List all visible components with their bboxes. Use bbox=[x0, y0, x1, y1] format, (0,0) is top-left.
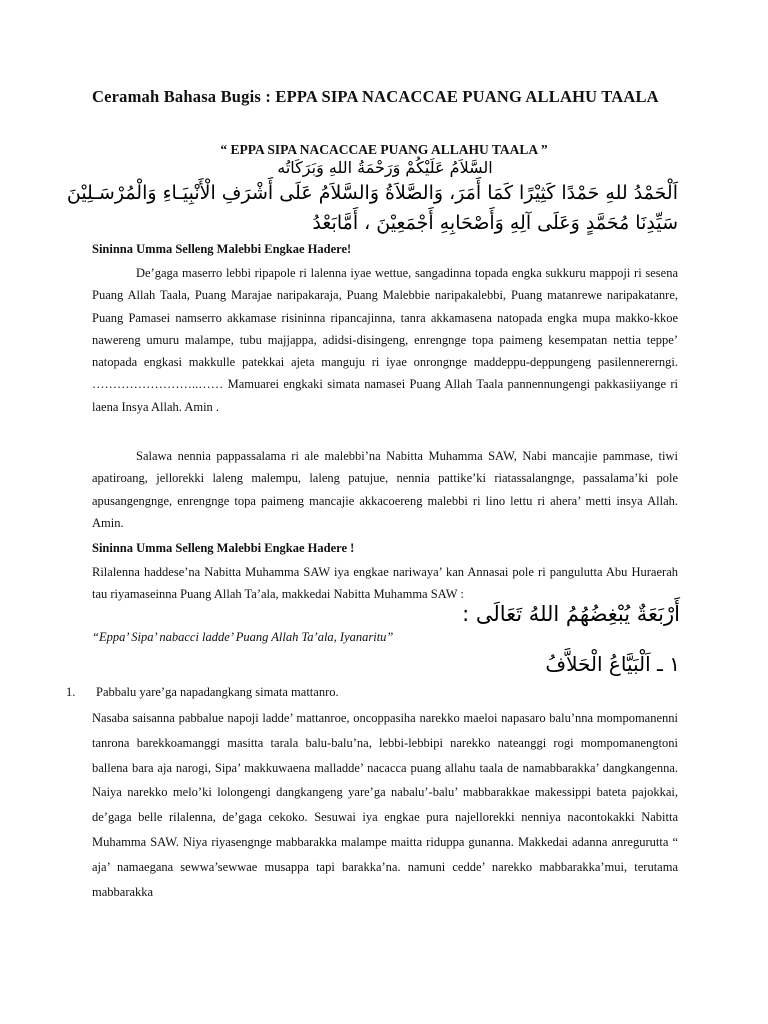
arabic-salam: السَّلاَمُ عَلَيْكُمْ وَرَحْمَةُ اللهِ وَبَرَكَاتُه bbox=[277, 158, 493, 177]
arabic-opening-line-2: سَيِّدِنَا مُحَمَّدٍ وَعَلَى آلِهِ وَأَصْحَابِهِ أَجْمَعِيْنَ ، أَمَّابَعْدُ bbox=[312, 212, 678, 234]
section-heading-1: Sininna Umma Selleng Malebbi Engkae Hadere! bbox=[92, 242, 352, 256]
arabic-list-item-1: ١ ـ اَلْبَيَّاعُ الْحَلاَّفُ bbox=[545, 652, 680, 676]
list-text: Pabbalu yare’ga napadangkang simata mattanro. bbox=[96, 685, 339, 699]
arabic-hadith: أَرْبَعَةٌ يُبْغِضُهُمُ اللهُ تَعَالَى : bbox=[462, 602, 680, 626]
arabic-opening-line-1: اَلْحَمْدُ للهِ حَمْدًا كَثِيْرًا كَمَا أَمَرَ، وَالصَّلاَةُ وَالسَّلاَمُ عَلَى أَشْرَفِ الْأَنْبِيَـاءِ وَالْمُرْسَـلِيْنَ bbox=[66, 182, 678, 204]
paragraph-4: Nasaba saisanna pabbalue napoji ladde’ mattanroe, oncoppasiha narekko maeloi napasaro balu’nna mompomanenni tanrona barekkoamanggi masitta tarala balu-balu’na, lebbi-lebbipi narekko nateanggi rogi mompomanengtoni ballena bara aja narogi, Sipa’ makkuwaena malladde’ nacacca puang allahu taala de namabbarakka’ dangkangenna. Naiya narekko melo’ki lolongengi dangkangeng yare’ga nabalu’-balu’ mabbarakkae makessippi bateta pajokkai, de’gaga belle rilalenna, de’gaga cekoko. Sesuwai iya engkae pura najellorekki nenniya nacontokakki Nabitta Muhamma SAW. Niya riyasengnge mabbarakka malampe maitta riduppa gunanna. Makkedai adanna anregurutta “ aja’ namaegana sewwa’sewwae musappa tapi barakka’na. namuni cedde’ narekko mabbarakka’mui, terutama mabbarakka bbox=[92, 711, 678, 899]
paragraph-3: Rilalenna haddese’na Nabitta Muhamma SAW iya engkae nariwaya’ kan Annasai pole ri pangulutta Abu Huraerah tau riyamaseinna Puang Allah Ta’ala, makkedai Nabitta Muhamma SAW : bbox=[92, 565, 678, 602]
list-item bbox=[66, 685, 339, 700]
paragraph-1 bbox=[92, 262, 678, 418]
section-heading-2: Sininna Umma Selleng Malebbi Engkae Hadere ! bbox=[92, 541, 355, 555]
document-subtitle: “ EPPA SIPA NACACCAE PUANG ALLAHU TAALA ” bbox=[220, 142, 548, 157]
document-title: Ceramah Bahasa Bugis : EPPA SIPA NACACCAE PUANG ALLAHU TAALA bbox=[92, 87, 659, 106]
list-number: 1. bbox=[66, 685, 76, 699]
paragraph-1-text: De’gaga maserro lebbi ripapole ri lalenna iyae wettue, sangadinna topada engka sukkuru mappoji ri sesena Puang Allah Taala, Puang Marajae naripakaraja, Puang Malebbie naripakalebbi, Puang matanrewe naripakatanre, Puang Pamasei namserro akkamase risininna ripancajinna, tanra akkamasena natopada engka mupa makko-kkoe nawereng umuru malampe, tubu majjappa, adidsi-disingeng, enrengnge topa paimeng kesempatan nettia teppe’ natopada engkasi makkulle patekkai ajeta manguju ri iyae onrongnge maddeppu-deppungeng pasilennererngi. ……………………..…… Mamuarei engkaki simata namasei Puang Allah Taala pannennungengi pakkasiiyange ri laena Insya Allah. Amin . bbox=[92, 266, 678, 414]
paragraph-2-text: Salawa nennia pappassalama ri ale malebbi’na Nabitta Muhamma SAW, Nabi mancajie pammase, tiwi apatiroang, jellorekki laleng malempu, laleng patujue, nennia pattike’ki riatassalangnge, passalama’ki pole apusangengnge, enrengnge topa paimeng mancajie akkacoereng malebbi ri lino lettu ri ahera’ metti insya Allah. Amin. bbox=[92, 449, 678, 530]
paragraph-2 bbox=[92, 445, 678, 534]
hadith-translation: “Eppa’ Sipa’ nabacci ladde’ Puang Allah Ta’ala, Iyanaritu” bbox=[92, 630, 394, 644]
